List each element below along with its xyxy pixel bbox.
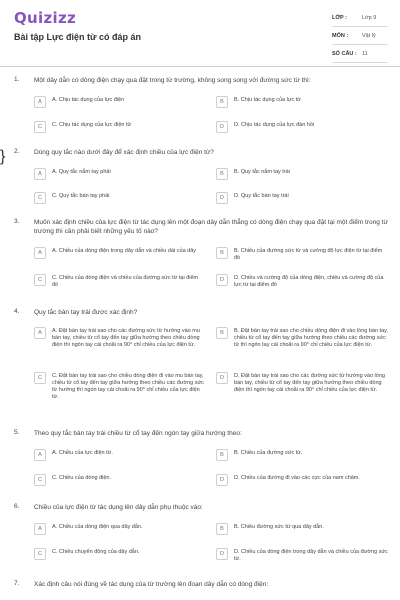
meta-value: 11 [362,51,368,57]
question-number: 4. [14,308,20,315]
option-text: B. Chiều của đường sức từ. [234,450,303,456]
meta-label: SỐ CÂU : [332,51,357,57]
option-b[interactable] [216,327,388,349]
option-c[interactable] [34,121,204,133]
option-text: A. Chịu tác dụng của lực điện [52,97,125,103]
meta-row-subject [332,31,388,45]
option-d[interactable] [216,274,388,289]
question-number: 5. [14,429,20,436]
option-b[interactable] [216,96,388,108]
option-letter: C [34,548,46,560]
question-text: Xác định câu nói đúng về tác dụng của từ trường lên đoạn dây dẫn có dòng điện: [34,581,269,588]
option-c[interactable] [34,474,204,486]
question-number: 2. [14,148,20,155]
question-text: Theo quy tắc bàn tay trái chiều từ cổ tay đến ngón tay giữa hướng theo: [34,430,242,437]
question-text: Một dây dẫn có dòng điện chạy qua đặt trong từ trường, không song song với đường sức từ thì: [34,77,311,84]
question-text: Chiều của lực điện từ tác dụng lên dây dẫn phụ thuộc vào: [34,504,203,511]
question-2: 2. Dùng quy tắc nào dưới đây để xác định chiều của lực điện từ? A A. Quy tắc nắm tay phải B B. Quy tắc nắm tay trái C C. Quy tắc bàn tay phải D D. Quy tắc bàn tay trái } [0,148,400,166]
option-a[interactable] [34,523,204,535]
option-text: A. Đặt bàn tay trái sao cho các đường sức từ hướng vào mu bàn tay, chiều từ cổ tay đến tay giữa hướng theo chiều dòng điện thì ngón tay cái choãi ra 90° chỉ chiều của lực điện từ. [52,328,200,348]
option-d[interactable] [216,548,388,563]
option-a[interactable] [34,327,204,349]
question-number: 1. [14,76,20,83]
option-c[interactable] [34,372,204,401]
option-a[interactable] [34,247,204,259]
option-b[interactable] [216,168,388,180]
meta-row-count [332,49,388,63]
option-letter: B [216,327,228,339]
option-letter: B [216,523,228,535]
option-c[interactable] [34,274,204,289]
option-text: C. Chiều của dòng điện. [52,475,112,481]
meta-value: Vật lý [362,33,376,39]
meta-table [332,13,388,67]
option-letter: A [34,449,46,461]
option-text: A. Quy tắc nắm tay phải [52,169,111,175]
option-text: D. Chiều của dòng điện trong dây dẫn và chiều của đường sức từ. [234,549,388,562]
option-letter: B [216,247,228,259]
option-a[interactable] [34,449,204,461]
worksheet-title: Bài tập Lực điện từ có đáp án [14,32,142,42]
option-c[interactable] [34,192,204,204]
option-letter: A [34,327,46,339]
question-text: Muốn xác định chiều của lực điện từ tác dụng lên một đoạn dây dẫn thẳng có dòng điện chạy qua đặt tại một điểm trong từ trường thì cần phải biết những yếu tố nào? [34,219,388,235]
option-a[interactable] [34,96,204,108]
meta-label: LỚP : [332,15,347,21]
option-c[interactable] [34,548,204,560]
option-d[interactable] [216,474,388,486]
option-letter: C [34,372,46,384]
meta-value: Lớp 9 [362,15,377,21]
option-text: B. Quy tắc nắm tay trái [234,169,290,175]
option-letter: D [216,274,228,286]
option-text: A. Chiều của dòng điện qua dây dẫn. [52,524,143,530]
option-text: C. Quy tắc bàn tay phải [52,193,110,199]
option-text: A. Chiều của lực điện từ. [52,450,113,456]
option-letter: A [34,96,46,108]
option-text: D. Chiều của đường đi vào các cực của nam châm. [234,475,360,481]
option-letter: B [216,168,228,180]
question-text: Dùng quy tắc nào dưới đây để xác định chiều của lực điện từ? [34,149,214,156]
option-d[interactable] [216,372,388,394]
option-d[interactable] [216,121,388,133]
worksheet-header [0,0,400,67]
option-letter: B [216,449,228,461]
option-letter: D [216,121,228,133]
option-b[interactable] [216,449,388,461]
option-letter: D [216,192,228,204]
option-letter: A [34,247,46,259]
question-number: 7. [14,580,20,587]
option-text: D. Chiều và cường độ của dòng điện, chiều và cường độ của lực từ tại điểm đó [234,275,384,288]
option-text: D. Chịu tác dụng của lực đàn hồi [234,122,315,128]
option-letter: C [34,474,46,486]
question-text: Quy tắc bàn tay trái được xác định? [34,309,138,316]
option-text: C. Chiều của dòng điện và chiều của đường sức từ tại điểm đó [52,275,199,288]
option-letter: A [34,168,46,180]
quizizz-logo: Quizizz [14,9,77,27]
meta-label: MÔN : [332,33,349,39]
option-text: C. Chịu tác dụng của lực điện từ [52,122,132,128]
option-b[interactable] [216,247,388,262]
question-number: 6. [14,503,20,510]
option-letter: C [34,274,46,286]
option-text: B. Chịu tác dụng của lực từ [234,97,301,103]
option-text: D. Quy tắc bàn tay trái [234,193,289,199]
option-text: B. Đặt bàn tay trái sao cho chiều dòng điện đi vào lòng bàn tay, chiều từ cổ tay đến tay giữa hướng theo chiều các đường sức từ thì ngón tay cái choãi ra 90° chỉ chiều của lực điện từ. [234,328,388,348]
option-d[interactable] [216,192,388,204]
option-letter: D [216,372,228,384]
option-text: B. Chiều đường sức từ qua dây dẫn. [234,524,324,530]
option-text: C. Chiều chuyển động của dây dẫn. [52,549,140,555]
option-letter: C [34,192,46,204]
meta-row-class [332,13,388,27]
option-a[interactable] [34,168,204,180]
option-text: A. Chiều của dòng điện trong dây dẫn và chiều dài của dây [52,248,197,254]
option-letter: D [216,474,228,486]
option-letter: B [216,96,228,108]
option-text: B. Chiều của đường sức từ và cường độ lực điện từ tại điểm đó [234,248,383,261]
option-text: C. Đặt bàn tay trái sao cho chiều dòng điện đi vào mu bàn tay, chiều từ cổ tay đến tay giữa hướng theo chiều các đường sức từ hướng thì ngón tay cái choãi ra 90° chỉ chiều của lực điện từ. [52,373,204,400]
option-letter: C [34,121,46,133]
option-letter: A [34,523,46,535]
option-letter: D [216,548,228,560]
question-number: 3. [14,218,20,225]
option-b[interactable] [216,523,388,535]
option-text: D. Đặt bàn tay trái sao cho các đường sức từ hướng vào lòng bàn tay, chiều từ cổ tay đến tay giữa hướng theo chiều dòng điện thì ngón tay cái choãi ra 90° chỉ chiều của lực điện từ. [234,373,385,393]
